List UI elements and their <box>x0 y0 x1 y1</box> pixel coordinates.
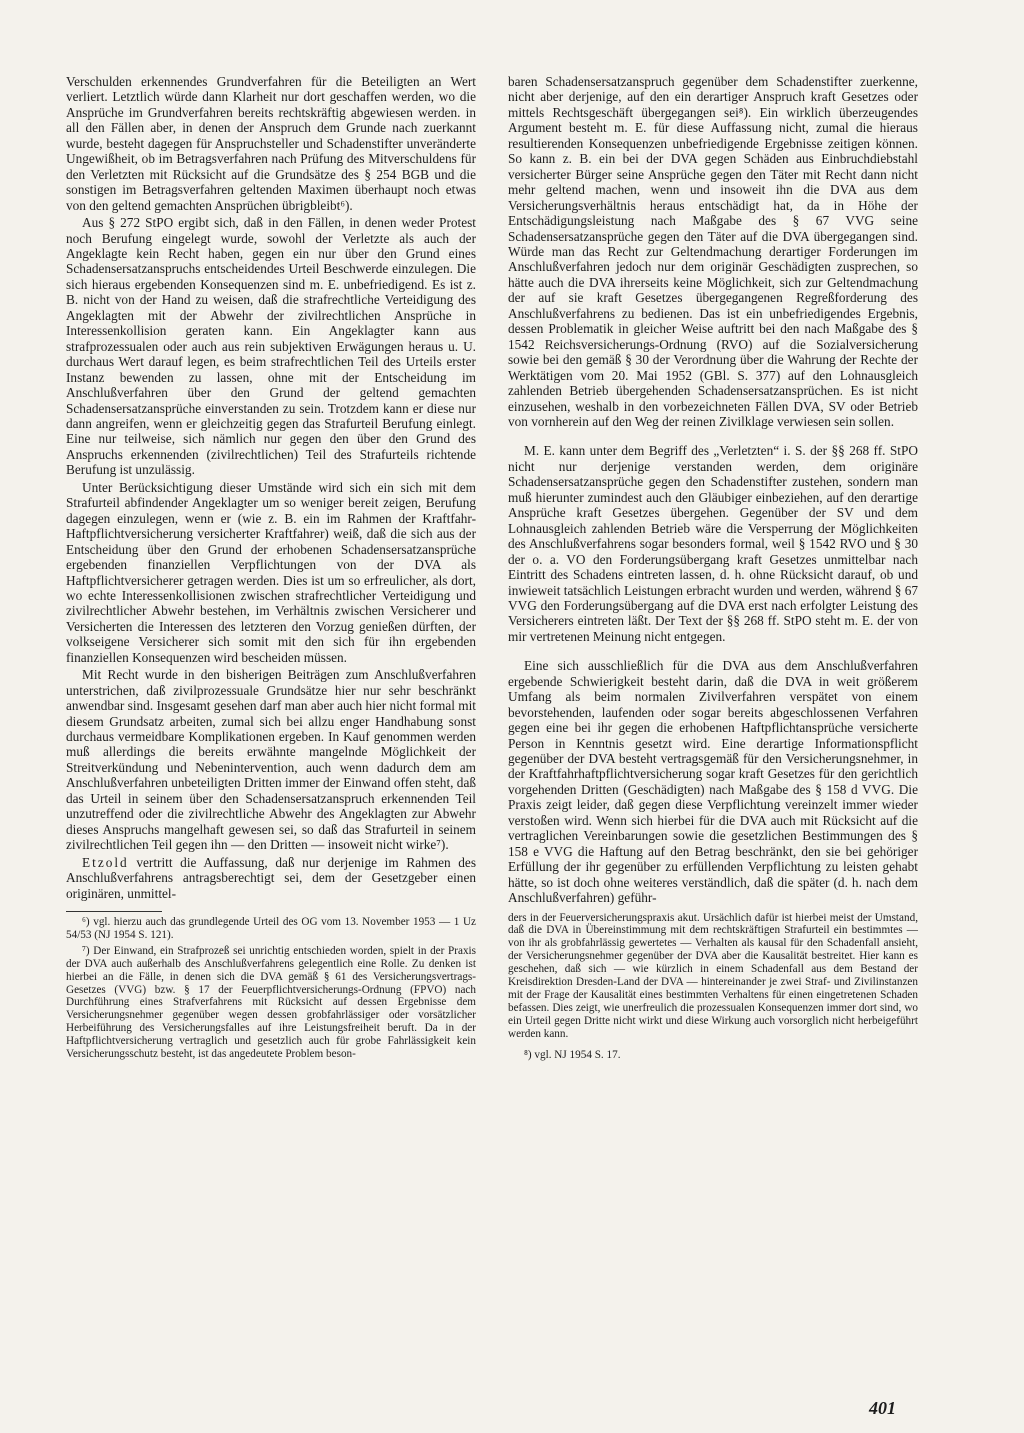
paragraph: Eine sich ausschließlich für die DVA aus dem Anschlußverfahren ergebende Schwierigkeit besteht darin, daß die DVA in weit größerem Umfang als beim normalen Zivilverfahren verspätet von einem bevorstehenden, laufenden oder sogar bereits abgeschlossenen Verfahren gegen eine bei ihr gegen die erhobenen Haftpflichtansprüche versicherte Person in Kenntnis gesetzt wird. Eine derartige Informationspflicht gegenüber der DVA besteht vertragsgemäß für den Versicherungsnehmer, in der Kraftfahrhaftpflichtversicherung sogar kraft Gesetzes für den gerichtlich vorgehenden Dritten (Geschädigten) nach Maßgabe des § 158 d VVG. Die Praxis zeigt leider, daß gegen diese Verpflichtung vereinzelt immer wieder verstoßen wird. Wenn sich hierbei für die DVA auch mit Rücksicht auf die vertraglichen Vereinbarungen sowie die gesetzlichen Bestimmungen des § 158 e VVG die Haftung auf den Betrag beschränkt, den sie bei gehöriger Erfüllung der ihr gegenüber zu erfüllenden Verpflichtung zu leisten gehabt hätte, so ist doch ohne weiteres verständlich, daß die später (d. h. nach dem Anschlußverfahren) geführ- <box>508 658 918 906</box>
left-column <box>66 74 476 1061</box>
paragraph-etzold <box>66 855 476 901</box>
paragraph: Unter Berücksichtigung dieser Umstände wird sich ein sich mit dem Strafurteil abfindender Angeklagter um so weniger bereit zeigen, Berufung dagegen einzulegen, wenn er (wie z. B. ein im Rahmen der Kraftfahr-Haftpflichtversicherung versicherter Kraftfahrer) weiß, daß die sich aus der Entscheidung über den Grund der erhobenen Schadensersatzansprüche ergebenden finanziellen Verpflichtungen von der DVA als Haftpflichtversicherer getragen werden. Dies ist um so erfreulicher, als dort, wo echte Interessenkollisionen zwischen strafrechtlicher Verteidigung und zivilrechtlicher Abwehr bestehen, im Verhältnis zwischen Versicherer und Versicherten die Interessen des letzteren den Vorzug genießen dürften, der volkseigene Versicherer sich somit mit den sich für ihn ergebenden finanziellen Konsequenzen wird bescheiden müssen. <box>66 479 476 665</box>
paragraph: M. E. kann unter dem Begriff des „Verletzten“ i. S. der §§ 268 ff. StPO nicht nur derjenige verstanden werden, dem originäre Schadensersatzansprüche gegen den Schadenstifter zustehen, sondern man muß hierunter zumindest auch den Gläubiger einbeziehen, auf den derartige Ansprüche kraft Gesetzes übergehen. Gegenüber der SV und dem Lohnausgleich zahlenden Betrieb wäre die Versperrung der Möglichkeiten des Anschlußverfahrens sogar besonders formal, weil § 1542 RVO und § 30 der o. a. VO den Forderungsübergang kraft Gesetzes unmittelbar nach Eintritt des Schadens eintreten lassen, d. h. ohne Rücksicht darauf, ob und inwieweit tatsächlich Leistungen erbracht wurden und werden, während § 67 VVG den Forderungsübergang auf die DVA erst nach erfolgter Leistung des Versicherers eintreten läßt. Der Text der §§ 268 ff. StPO steht m. E. der von mir vertretenen Meinung nicht entgegen. <box>508 443 918 644</box>
paragraph: Verschulden erkennendes Grundverfahren für die Beteiligten an Wert verliert. Letztlich würde dann Klarheit nur dort geschaffen werden, wo die Ansprüche im Grundverfahren bereits rechtskräftig abgewiesen werden. in all den Fällen aber, in denen der Anspruch dem Grunde nach zuerkannt wurde, besteht dagegen für Anspruchsteller und Schadenstifter unveränderte Ungewißheit, ob im Betragsverfahren nach Prüfung des Mitverschuldens für den Verletzten mit Rücksicht auf die Grundsätze des § 254 BGB und die sonstigen im Betragsverfahren geltenden Maximen überhaupt noch etwas von den geltend gemachten Ansprüchen übrigbleibt⁶). <box>66 74 476 213</box>
author-name-etzold: Etzold <box>82 854 129 870</box>
footnote-rule <box>66 911 162 912</box>
paragraph-text: vertritt die Auffassung, daß nur derjenige im Rahmen des Anschlußverfahrens antragsberechtigt sei, dem der Gesetzgeber einen originären, unmittel- <box>66 854 476 901</box>
paragraph: Mit Recht wurde in den bisherigen Beiträgen zum Anschlußverfahren unterstrichen, daß zivilprozessuale Grundsätze hier nur sehr beschränkt anwendbar sind. Insgesamt gesehen darf man aber auch hier nicht formal mit diesem Grundsatz arbeiten, zumal sich bei allzu enger Handhabung sonst durchaus vermeidbare Komplikationen ergeben. In Kauf genommen werden muß allerdings die bereits erwähnte mangelnde Möglichkeit der Streitverkündung und Nebenintervention, auch wenn dadurch dem am Anschlußverfahren unbeteiligten Dritten immer der Einwand offen steht, daß das Urteil in seinem über den Schadensersatzanspruch erkennenden Teil unzutreffend oder die zivilrechtliche Abwehr des Angeklagten zur Abwehr dieses Anspruchs mangelhaft gewesen sei, so daß das Strafurteil in seinem zivilrechtlichen Teil gegen ihn — den Dritten — insoweit nicht wirke⁷). <box>66 667 476 853</box>
footnote-6: ⁶) vgl. hierzu auch das grundlegende Urteil des OG vom 13. November 1953 — 1 Uz 54/53 (NJ 1954 S. 121). <box>66 916 476 941</box>
right-column <box>508 74 918 1062</box>
paragraph: Aus § 272 StPO ergibt sich, daß in den Fällen, in denen weder Protest noch Berufung eingelegt wurde, sowohl der Verletzte als auch der Angeklagte kein Recht haben, gegen ein nur über den Grund eines Schadensersatzanspruchs entscheidendes Urteil Beschwerde einzulegen. Die sich hieraus ergebenden Konsequenzen sind m. E. unbefriedigend. Es ist z. B. nicht von der Hand zu weisen, daß die strafrechtliche Verteidigung des Angeklagten mit der Abwehr der zivilrechtlichen Ansprüche in Interessenkollision geraten kann. Ein Angeklagter kann aus strafprozessualen oder auch aus rein subjektiven Erwägungen heraus u. U. durchaus Wert darauf legen, es beim strafrechtlichen Teil des Urteils erster Instanz bewenden zu lassen, ohne mit der Entscheidung im Anschlußverfahren über den Grund der geltend gemachten Schadensersatzansprüche einverstanden zu sein. Trotzdem kann er diese nur dann angreifen, wenn er gleichzeitig gegen das Strafurteil Berufung einlegt. Eine nur teilweise, sich nämlich nur gegen den über den Grund des Anspruchs erkennenden (zivilrechtlichen) Teil des Strafurteils richtende Berufung ist unzulässig. <box>66 215 476 478</box>
footnote-7: ⁷) Der Einwand, ein Strafprozeß sei unrichtig entschieden worden, spielt in der Praxis der DVA auch außerhalb des Anschlußverfahrens gelegentlich eine Rolle. Zu denken ist hierbei an die Fälle, in denen sich die DVA gemäß § 61 des Versicherungsvertrags-Gesetzes (VVG) bzw. § 17 der Feuerpflichtversicherungs-Ordnung (FPVO) nach Durchführung eines Strafverfahrens mit Rücksicht auf dessen Ergebnisse dem Versicherungsnehmer gegenüber wegen dessen grobfahrlässiger oder vorsätzlicher Herbeiführung des Versicherungsfalles auf ihre Leistungsfreiheit beruft. Da in der Haftpflichtversicherung vertraglich und gesetzlich auch für grobe Fahrlässigkeit kein Versicherungsschutz besteht, ist das angedeutete Problem beson- <box>66 944 476 1061</box>
footnote-7-continuation: ders in der Feuerversicherungspraxis akut. Ursächlich dafür ist hierbei meist der Umstand, daß die DVA in Übereinstimmung mit dem rechtskräftigen Strafurteil ein bestimmtes — von ihr als grobfahrlässig gewertetes — Verhalten als kausal für den Schadenfall ansieht, der Versicherungsnehmer gegenüber der DVA aber die Kausalität bestreitet. Hier kann es geschehen, daß sich — wie kürzlich in einem Schadenfall aus dem Bestand der Kreisdirektion Dresden-Land der DVA — hintereinander je zwei Straf- und Zivilinstanzen mit der Frage der Kausalität eines bestimmten Verhaltens für einen eingetretenen Schaden befassen. Dies zeigt, wie unerfreulich die prozessualen Konsequenzen immer dort sind, wo ein Urteil gegen Dritte nicht wirkt und diese Wirkung auch vorsorglich nicht herbeigeführt werden kann. <box>508 911 918 1040</box>
footnote-8: ⁸) vgl. NJ 1954 S. 17. <box>524 1048 621 1061</box>
page-number: 401 <box>869 1398 896 1418</box>
paragraph: baren Schadensersatzanspruch gegenüber dem Schadenstifter zuerkenne, nicht aber derjenige, auf den ein derartiger Anspruch kraft Gesetzes oder mittels Rechtsgeschäft übergegangen sei⁸). Ein wirklich überzeugendes Argument besteht m. E. für diese Auffassung nicht, zumal die hieraus resultierenden Konsequenzen unbefriedigende Ergebnisse zeitigen können. So kann z. B. ein bei der DVA gegen Schäden aus Einbruchdiebstahl versicherter Bürger seine Ansprüche gegen den Täter mit Recht dann nicht mehr geltend machen, wenn und insoweit ihn die DVA aus dem Versicherungsverhältnis heraus entschädigt hat, da in Höhe der Entschädigungsleistung nach Maßgabe des § 67 VVG seine Schadensersatzansprüche gegen den Täter auf die DVA übergegangen sind. Würde man das Recht zur Geltendmachung derartiger Forderungen im Anschlußverfahren jedoch nur dem originär Geschädigten zusprechen, so hätte auch die DVA ihrerseits keine Möglichkeit, sich zur Geltendmachung der auf sie kraft Gesetzes übergegangenen Regreßforderung des Anschlußverfahrens zu bedienen. Das ist ein unbefriedigendes Ergebnis, dessen Problematik in gleicher Weise auftritt bei den nach Maßgabe des § 1542 Reichsversicherungs-Ordnung (RVO) auf die Sozialversicherung sowie bei den gemäß § 30 der Verordnung über die Wahrung der Rechte der Werktätigen vom 20. Mai 1952 (GBl. S. 377) auf den Lohnausgleich zahlenden Betrieb übergehenden Schadensersatzansprüchen. Es ist nicht einzusehen, weshalb in den vorbezeichneten Fällen DVA, SV oder Betrieb von vornherein auf den Weg der reinen Zivilklage verwiesen sein sollen. <box>508 74 918 429</box>
